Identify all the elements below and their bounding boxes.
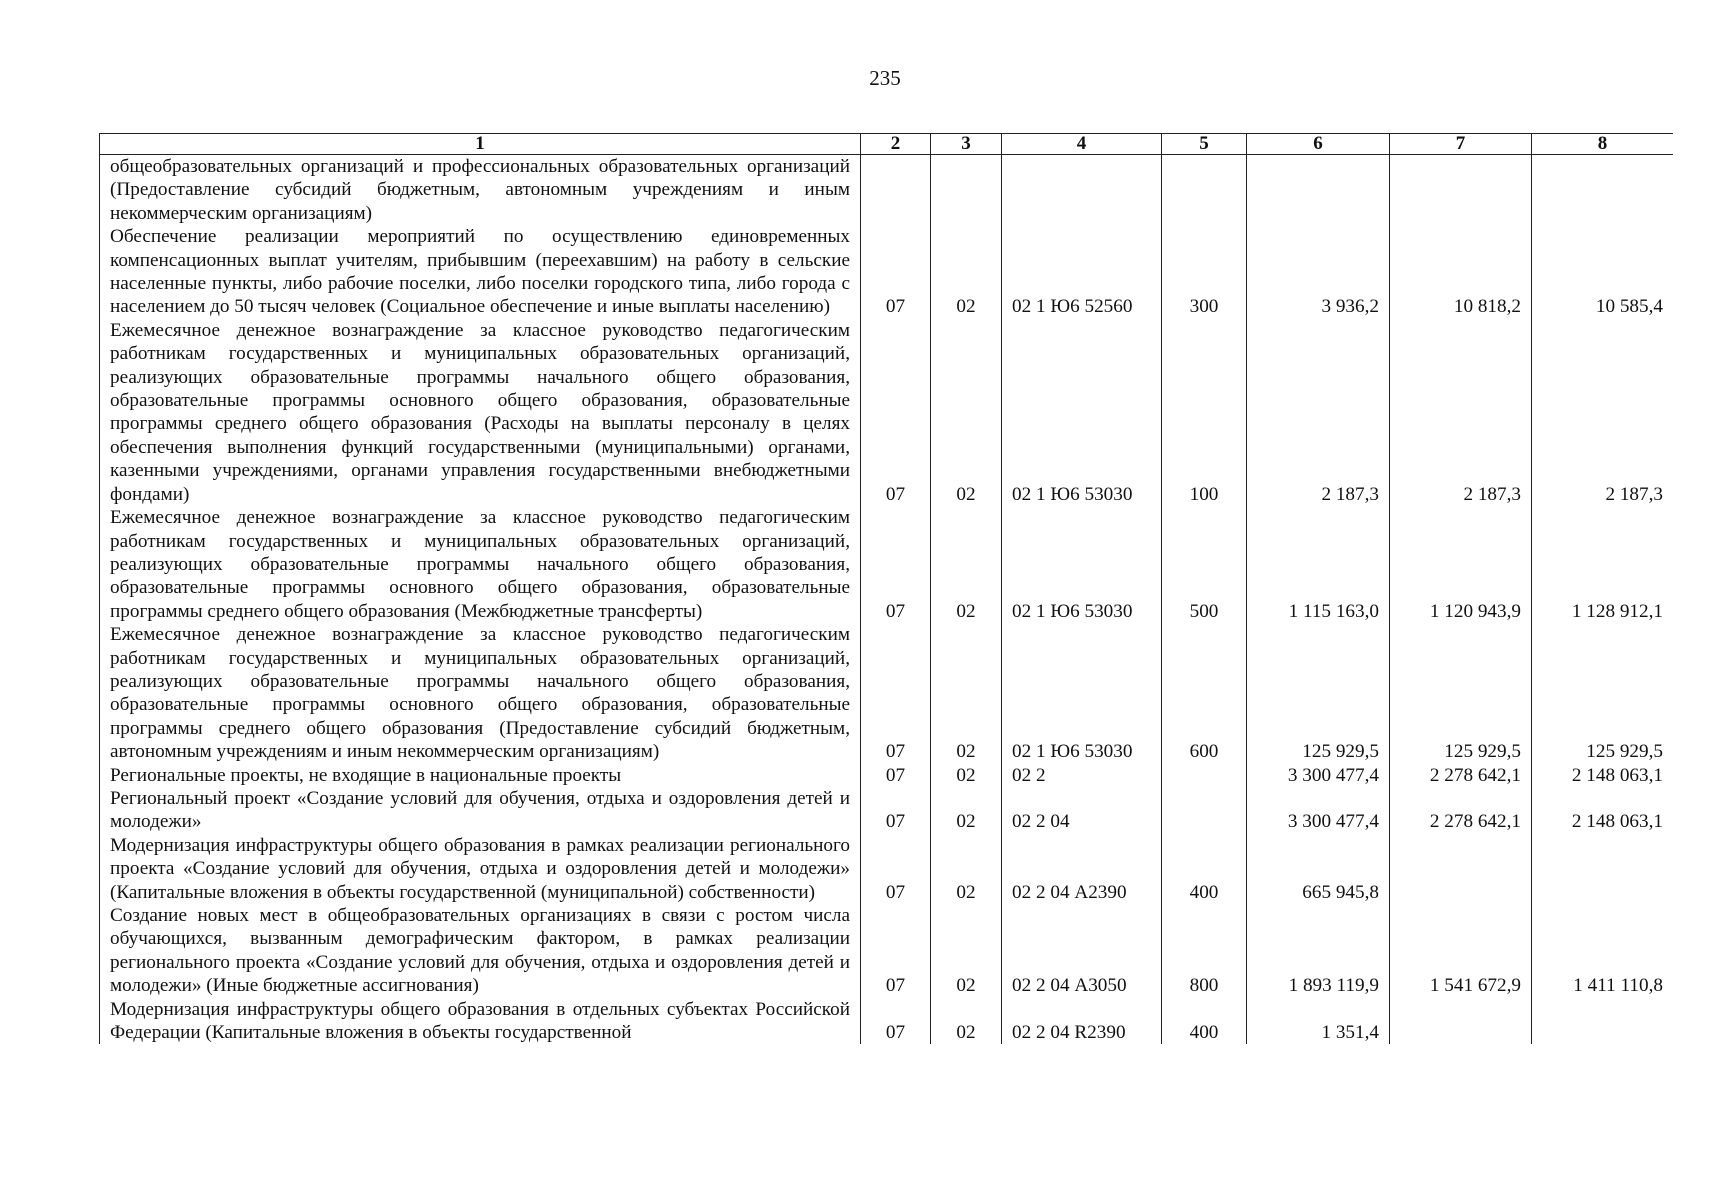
amount-year2-cell (1390, 834, 1532, 904)
target-article-cell: 02 2 04 А2390 (1002, 834, 1162, 904)
target-article-cell: 02 1 Ю6 53030 (1002, 623, 1162, 763)
table-row (100, 787, 1674, 834)
target-article-cell: 02 2 04 R2390 (1002, 998, 1162, 1045)
section-cell (861, 155, 931, 226)
header-col-6: 6 (1247, 134, 1390, 155)
section-cell: 07 (861, 506, 931, 623)
table-row (100, 506, 1674, 623)
expense-type-cell (1162, 155, 1247, 226)
header-col-7: 7 (1390, 134, 1532, 155)
amount-year2-cell: 125 929,5 (1390, 623, 1532, 763)
table-row (100, 904, 1674, 998)
page-number: 235 (869, 66, 901, 90)
subsection-cell: 02 (931, 623, 1002, 763)
amount-year1-cell: 125 929,5 (1247, 623, 1390, 763)
description-text: Региональные проекты, не входящие в национальные проекты (110, 764, 622, 786)
section-cell: 07 (861, 319, 931, 506)
description-cell (100, 155, 861, 226)
header-col-3: 3 (931, 134, 1002, 155)
expense-type-cell: 300 (1162, 225, 1247, 319)
description-text: Ежемесячное денежное вознаграждение за классное руководство педагогическим работникам государственных и муниципальных образовательных организаций, реализующих образовательные программы начального общего образования, образовательные программы основного общего образования, образовательные программы среднего общего образования (Межбюджетные трансферты) (110, 507, 850, 622)
description-cell (100, 506, 861, 623)
description-cell (100, 623, 861, 763)
table-body (100, 155, 1674, 1045)
description-text: Ежемесячное денежное вознаграждение за классное руководство педагогическим работникам государственных и муниципальных образовательных организаций, реализующих образовательные программы начального общего образования, образовательные программы основного общего образования, образовательные программы среднего общего образования (Предоставление субсидий бюджетным, автономным учреждениям и иным некоммерческим организациям) (110, 624, 850, 763)
subsection-cell: 02 (931, 834, 1002, 904)
amount-year1-cell: 1 115 163,0 (1247, 506, 1390, 623)
table-row (100, 998, 1674, 1045)
header-col-5: 5 (1162, 134, 1247, 155)
amount-year3-cell: 2 187,3 (1532, 319, 1674, 506)
target-article-cell (1002, 155, 1162, 226)
header-col-2: 2 (861, 134, 931, 155)
section-cell: 07 (861, 904, 931, 998)
amount-year3-cell: 1 128 912,1 (1532, 506, 1674, 623)
amount-year2-cell (1390, 998, 1532, 1045)
table-row (100, 225, 1674, 319)
budget-table-container (99, 133, 1673, 1107)
subsection-cell: 02 (931, 506, 1002, 623)
amount-year1-cell: 665 945,8 (1247, 834, 1390, 904)
expense-type-cell: 100 (1162, 319, 1247, 506)
description-text: Ежемесячное денежное вознаграждение за классное руководство педагогическим работникам государственных и муниципальных образовательных организаций, реализующих образовательные программы начального общего образования, образовательные программы основного общего образования, образовательные программы среднего общего образования (Расходы на выплаты персоналу в целях обеспечения выполнения функций государственными (муниципальными) органами, казенными учреждениями, органами управления государственными внебюджетными фондами) (110, 319, 850, 505)
section-cell: 07 (861, 764, 931, 787)
subsection-cell: 02 (931, 998, 1002, 1045)
subsection-cell: 02 (931, 225, 1002, 319)
amount-year2-cell: 2 187,3 (1390, 319, 1532, 506)
subsection-cell: 02 (931, 787, 1002, 834)
description-text: Модернизация инфраструктуры общего образования в отдельных субъектах Российской Федерации (Капитальные вложения в объекты государственной (110, 998, 850, 1044)
amount-year2-cell (1390, 155, 1532, 226)
description-cell (100, 319, 861, 506)
description-text: Региональный проект «Создание условий для обучения, отдыха и оздоровления детей и молодежи» (110, 787, 850, 833)
amount-year3-cell: 125 929,5 (1532, 623, 1674, 763)
description-cell (100, 904, 861, 998)
description-cell (100, 225, 861, 319)
expense-type-cell: 600 (1162, 623, 1247, 763)
budget-table (99, 133, 1673, 1044)
description-cell (100, 834, 861, 904)
header-col-4: 4 (1002, 134, 1162, 155)
amount-year1-cell: 1 351,4 (1247, 998, 1390, 1045)
expense-type-cell (1162, 787, 1247, 834)
target-article-cell: 02 2 04 (1002, 787, 1162, 834)
expense-type-cell: 800 (1162, 904, 1247, 998)
description-text: общеобразовательных организаций и профессиональных образовательных организаций (Предоставление субсидий бюджетным, автономным учреждениям и иным некоммерческим организациям) (110, 156, 850, 224)
table-row (100, 834, 1674, 904)
amount-year2-cell: 2 278 642,1 (1390, 787, 1532, 834)
section-cell: 07 (861, 225, 931, 319)
description-cell (100, 998, 861, 1045)
expense-type-cell: 400 (1162, 834, 1247, 904)
table-row (100, 155, 1674, 226)
target-article-cell: 02 2 04 А3050 (1002, 904, 1162, 998)
subsection-cell: 02 (931, 319, 1002, 506)
section-cell: 07 (861, 623, 931, 763)
amount-year1-cell: 3 300 477,4 (1247, 787, 1390, 834)
expense-type-cell: 400 (1162, 998, 1247, 1045)
section-cell: 07 (861, 998, 931, 1045)
header-row (100, 134, 1674, 155)
table-row (100, 319, 1674, 506)
amount-year3-cell (1532, 834, 1674, 904)
amount-year1-cell: 2 187,3 (1247, 319, 1390, 506)
amount-year1-cell (1247, 155, 1390, 226)
target-article-cell: 02 2 (1002, 764, 1162, 787)
table-row (100, 623, 1674, 763)
subsection-cell (931, 155, 1002, 226)
subsection-cell: 02 (931, 764, 1002, 787)
subsection-cell: 02 (931, 904, 1002, 998)
amount-year1-cell: 3 936,2 (1247, 225, 1390, 319)
section-cell: 07 (861, 787, 931, 834)
expense-type-cell (1162, 764, 1247, 787)
table-row (100, 764, 1674, 787)
amount-year2-cell: 10 818,2 (1390, 225, 1532, 319)
amount-year2-cell: 1 120 943,9 (1390, 506, 1532, 623)
amount-year1-cell: 3 300 477,4 (1247, 764, 1390, 787)
description-cell (100, 764, 861, 787)
amount-year3-cell (1532, 155, 1674, 226)
amount-year2-cell: 1 541 672,9 (1390, 904, 1532, 998)
description-text: Модернизация инфраструктуры общего образования в рамках реализации регионального проекта «Создание условий для обучения, отдыха и оздоровления детей и молодежи» (Капитальные вложения в объекты государственной (муниципальной) собственности) (110, 834, 850, 903)
amount-year1-cell: 1 893 119,9 (1247, 904, 1390, 998)
section-cell: 07 (861, 834, 931, 904)
amount-year3-cell: 1 411 110,8 (1532, 904, 1674, 998)
amount-year3-cell: 2 148 063,1 (1532, 787, 1674, 834)
target-article-cell: 02 1 Ю6 53030 (1002, 506, 1162, 623)
target-article-cell: 02 1 Ю6 53030 (1002, 319, 1162, 506)
header-col-8: 8 (1532, 134, 1674, 155)
target-article-cell: 02 1 Ю6 52560 (1002, 225, 1162, 319)
amount-year3-cell: 2 148 063,1 (1532, 764, 1674, 787)
description-text: Обеспечение реализации мероприятий по осуществлению единовременных компенсационных выплат учителям, прибывшим (переехавшим) на работу в сельские населенные пункты, либо рабочие поселки, либо поселки городского типа, либо города с населением до 50 тысяч человек (Социальное обеспечение и иные выплаты населению) (110, 226, 850, 318)
description-cell (100, 787, 861, 834)
amount-year2-cell: 2 278 642,1 (1390, 764, 1532, 787)
header-col-1: 1 (100, 134, 861, 155)
amount-year3-cell (1532, 998, 1674, 1045)
amount-year3-cell: 10 585,4 (1532, 225, 1674, 319)
expense-type-cell: 500 (1162, 506, 1247, 623)
description-text: Создание новых мест в общеобразовательных организациях в связи с ростом числа обучающихся, вызванным демографическим фактором, в рамках реализации регионального проекта «Создание условий для обучения, отдыха и оздоровления детей и молодежи» (Иные бюджетные ассигнования) (110, 905, 850, 997)
